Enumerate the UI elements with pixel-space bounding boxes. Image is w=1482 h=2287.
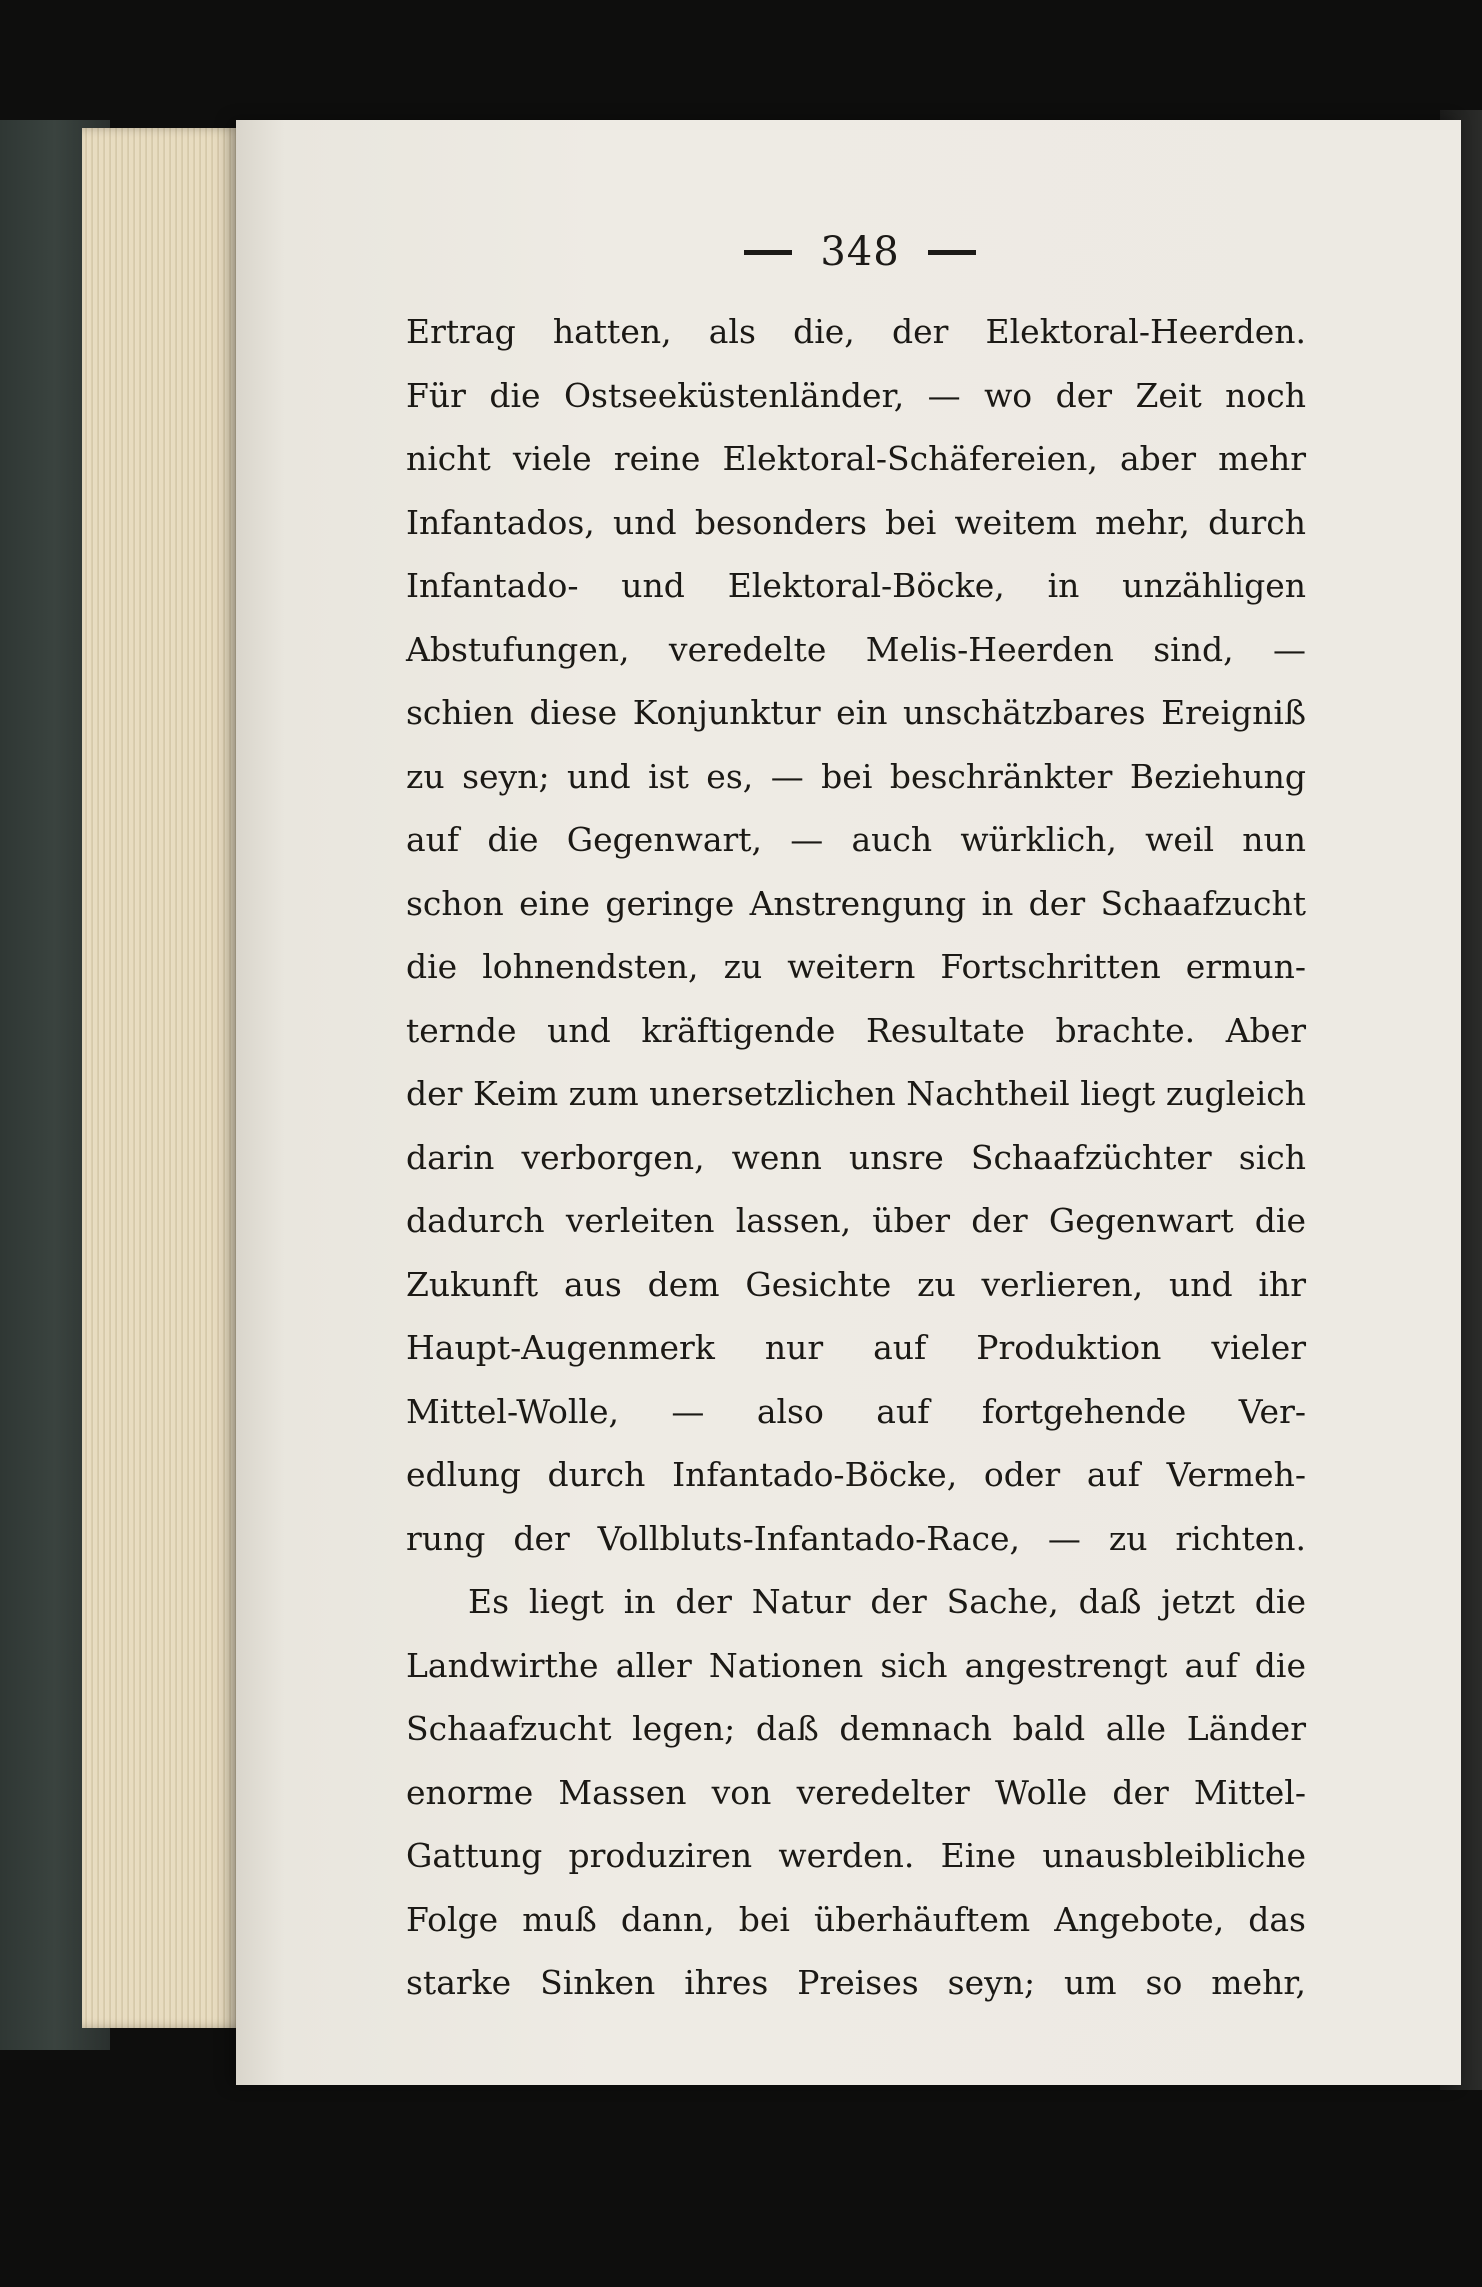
header-dash-right bbox=[928, 250, 976, 255]
text-line: Ertrag hatten, als die, der Elektoral-Heerden. bbox=[406, 312, 1306, 351]
text-line: auf die Gegenwart, — auch würklich, weil nun bbox=[406, 820, 1306, 859]
text-line: schon eine geringe Anstrengung in der Schaafzucht bbox=[406, 883, 1306, 923]
text-line: Gattung produziren werden. Eine unausbleibliche bbox=[406, 1836, 1306, 1875]
page-number: 348 bbox=[820, 229, 900, 275]
text-line: rung der Vollbluts-Infantado-Race, — zu richten. bbox=[406, 1518, 1306, 1558]
text-line: dadurch verleiten lassen, über der Gegenwart die bbox=[406, 1201, 1306, 1240]
text-line: starke Sinken ihres Preises seyn; um so mehr, bbox=[406, 1963, 1306, 2002]
text-line: nicht viele reine Elektoral-Schäfereien, aber mehr bbox=[406, 439, 1306, 478]
text-line: Zukunft aus dem Gesichte zu verlieren, und ihr bbox=[406, 1264, 1306, 1304]
text-line: Abstufungen, veredelte Melis-Heerden sind, — bbox=[406, 629, 1306, 669]
text-line: zu seyn; und ist es, — bei beschränkter Beziehung bbox=[406, 756, 1306, 796]
paragraph-start-line: Es liegt in der Natur der Sache, daß jetzt die bbox=[468, 1582, 1306, 1621]
text-line: Folge muß dann, bei überhäuftem Angebote, das bbox=[406, 1899, 1306, 1939]
text-line: die lohnendsten, zu weitern Fortschritten ermun- bbox=[406, 947, 1306, 986]
text-line: darin verborgen, wenn unsre Schaafzüchter sich bbox=[406, 1137, 1306, 1177]
text-line: der Keim zum unersetzlichen Nachtheil liegt zugleich bbox=[406, 1074, 1306, 1113]
text-line: enorme Massen von veredelter Wolle der Mittel- bbox=[406, 1772, 1306, 1812]
text-line: schien diese Konjunktur ein unschätzbares Ereigniß bbox=[406, 693, 1306, 732]
text-line: ternde und kräftigende Resultate brachte. Aber bbox=[406, 1010, 1306, 1050]
page-header bbox=[700, 222, 1020, 282]
text-line: Schaafzucht legen; daß demnach bald alle Länder bbox=[406, 1709, 1306, 1748]
text-line: Für die Ostseeküstenländer, — wo der Zeit noch bbox=[406, 375, 1306, 415]
text-line: Infantados, und besonders bei weitem mehr, durch bbox=[406, 502, 1306, 542]
body-text bbox=[406, 300, 1306, 2015]
text-line: Haupt-Augenmerk nur auf Produktion vieler bbox=[406, 1328, 1306, 1367]
page-stack-edges bbox=[82, 128, 247, 2028]
header-dash-left bbox=[744, 250, 792, 255]
text-line: Infantado- und Elektoral-Böcke, in unzähligen bbox=[406, 566, 1306, 605]
text-line: Mittel-Wolle, — also auf fortgehende Ver- bbox=[406, 1391, 1306, 1431]
text-line: edlung durch Infantado-Böcke, oder auf Vermeh- bbox=[406, 1455, 1306, 1494]
text-line: Landwirthe aller Nationen sich angestrengt auf die bbox=[406, 1645, 1306, 1685]
